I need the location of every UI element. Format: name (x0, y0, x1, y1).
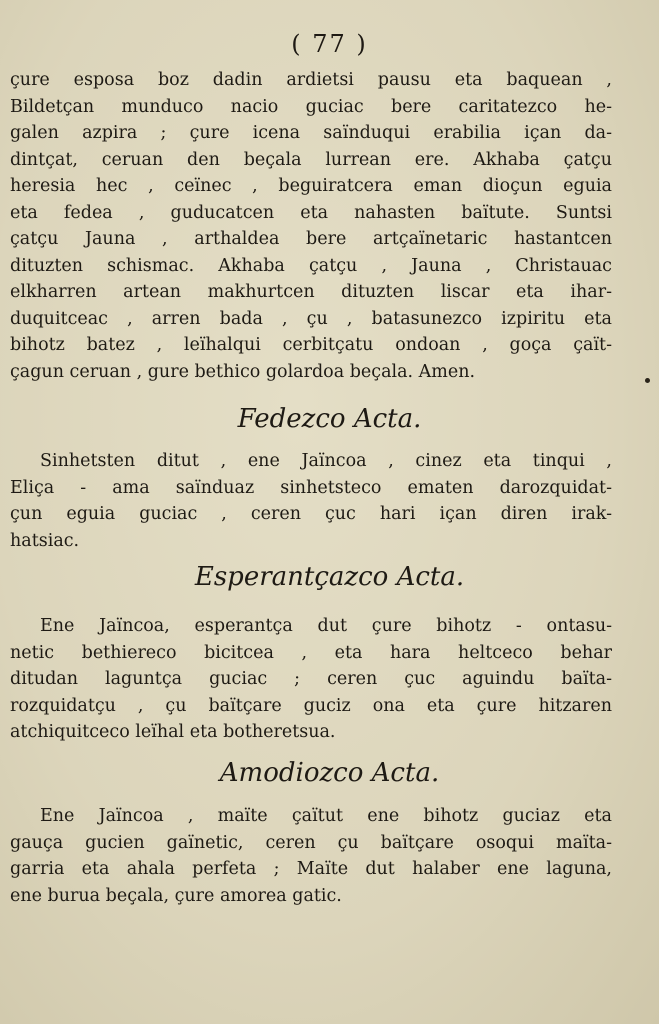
text-line: garria eta ahala perfeta ; Maïte dut halaber ene laguna, (10, 859, 612, 879)
text-line: duquitceac , arren bada , çu , batasunezco izpiritu eta (10, 308, 612, 329)
section-heading-amodiozco: Amodiozco Acta. (219, 758, 440, 788)
text-line: ditudan laguntça guciac ; ceren çuc aguindu baïta- (10, 669, 612, 689)
text-line: Eliça - ama saïnduaz sinhetsteco ematen darozquidat- (10, 477, 612, 498)
section-heading-fedezco: Fedezco Acta. (237, 404, 422, 434)
text-line: dintçat, ceruan den beçala lurrean ere. Akhaba çatçu (10, 149, 612, 170)
text-line: galen azpira ; çure icena saïnduqui erabilia içan da- (10, 123, 612, 143)
text-line: çagun ceruan , gure bethico golardoa beçala. Amen. (10, 361, 476, 382)
text-line: Ene Jaïncoa , maïte çaïtut ene bihotz guciaz eta (40, 806, 612, 826)
section-heading-esperantzazco: Esperantçazco Acta. (194, 562, 465, 592)
text-line: atchiquitceco leïhal eta botheretsua. (10, 722, 336, 742)
text-line: hatsiac. (10, 530, 80, 551)
text-line: netic bethiereco bicitcea , eta hara heltceco behar (10, 642, 612, 663)
paragraph-fedezco (10, 448, 612, 554)
text-line: dituzten schismac. Akhaba çatçu , Jauna , Christauac (10, 255, 612, 276)
text-line: bihotz batez , leïhalqui cerbitçatu ondoan , goça çaït- (10, 335, 612, 355)
text-line: gauça gucien gaïnetic, ceren çu baïtçare osoqui maïta- (10, 832, 612, 853)
text-line: çure esposa boz dadin ardietsi pausu eta baquean , (10, 70, 612, 90)
paragraph-esperantzazco (10, 613, 612, 746)
text-line: Ene Jaïncoa, esperantça dut çure bihotz - ontasu- (40, 616, 612, 636)
page-number: ( 77 ) (291, 30, 368, 58)
text-line: Sinhetsten ditut , ene Jaïncoa , cinez eta tinqui , (40, 451, 612, 471)
paragraph-prayer-end (10, 67, 612, 385)
text-line: çun eguia guciac , ceren çuc hari içan diren irak- (10, 504, 612, 524)
text-line: eta fedea , guducatcen eta nahasten baïtute. Suntsi (10, 202, 612, 223)
text-line: rozquidatçu , çu baïtçare guciz ona eta çure hitzaren (10, 695, 612, 716)
text-line: Bildetçan munduco nacio guciac bere caritatezco he- (10, 96, 612, 117)
text-line: heresia hec , ceïnec , beguiratcera eman dioçun eguia (10, 176, 612, 196)
text-line: çatçu Jauna , arthaldea bere artçaïnetaric hastantcen (10, 229, 612, 249)
ink-dot (645, 378, 650, 383)
text-line: ene burua beçala, çure amorea gatic. (10, 885, 342, 906)
paragraph-amodiozco (10, 803, 612, 909)
text-line: elkharren artean makhurtcen dituzten liscar eta ihar- (10, 282, 612, 302)
